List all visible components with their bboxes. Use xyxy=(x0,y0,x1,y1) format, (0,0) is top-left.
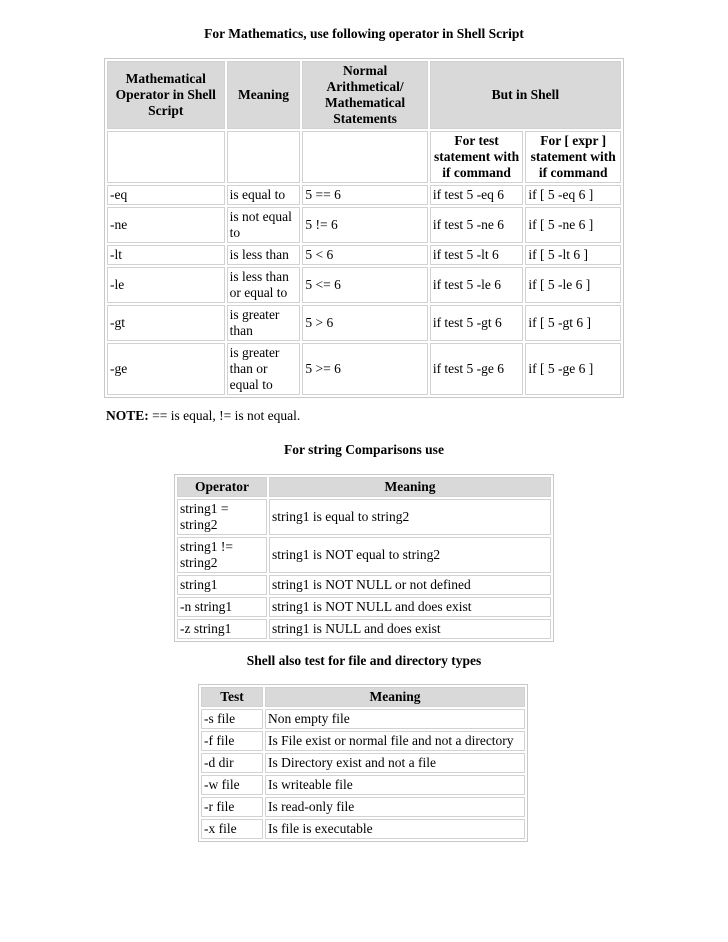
expr-statement-cell: if [ 5 -ne 6 ] xyxy=(525,207,621,243)
expr-statement-cell: if [ 5 -ge 6 ] xyxy=(525,343,621,395)
expr-statement-cell: if [ 5 -le 6 ] xyxy=(525,267,621,303)
expr-statement-cell: if [ 5 -eq 6 ] xyxy=(525,185,621,205)
normal-statement-cell: 5 == 6 xyxy=(302,185,427,205)
file-meaning-cell: Is writeable file xyxy=(265,775,525,795)
test-statement-cell: if test 5 -eq 6 xyxy=(430,185,524,205)
table-row xyxy=(177,575,551,595)
file-test-table xyxy=(198,684,528,842)
note-label: NOTE: xyxy=(106,408,149,423)
math-section-title: For Mathematics, use following operator in Shell Script xyxy=(204,26,524,41)
table-row xyxy=(201,709,525,729)
string-meaning-cell: string1 is equal to string2 xyxy=(269,499,551,535)
meaning-cell: is greater than or equal to xyxy=(227,343,301,395)
meaning-cell: is less than xyxy=(227,245,301,265)
string-meaning-cell: string1 is NOT NULL and does exist xyxy=(269,597,551,617)
string-meaning-cell: string1 is NULL and does exist xyxy=(269,619,551,639)
operator-cell: -eq xyxy=(107,185,225,205)
normal-statement-cell: 5 >= 6 xyxy=(302,343,427,395)
string-meaning-cell: string1 is NOT NULL or not defined xyxy=(269,575,551,595)
header-normal: Normal Arithmetical/ Mathematical Statements xyxy=(302,61,427,129)
operator-cell: -gt xyxy=(107,305,225,341)
meaning-cell: is greater than xyxy=(227,305,301,341)
table-row xyxy=(201,753,525,773)
string-operator-cell: string1 xyxy=(177,575,267,595)
header-meaning: Meaning xyxy=(227,61,301,129)
header-file-meaning: Meaning xyxy=(265,687,525,707)
file-test-cell: -w file xyxy=(201,775,263,795)
file-test-cell: -f file xyxy=(201,731,263,751)
string-section-title: For string Comparisons use xyxy=(284,442,444,457)
file-meaning-cell: Is Directory exist and not a file xyxy=(265,753,525,773)
operator-cell: -ne xyxy=(107,207,225,243)
string-header-row xyxy=(177,477,551,497)
table-row xyxy=(107,305,621,341)
normal-statement-cell: 5 < 6 xyxy=(302,245,427,265)
subheader-empty-2 xyxy=(227,131,301,183)
table-row xyxy=(107,267,621,303)
file-meaning-cell: Is file is executable xyxy=(265,819,525,839)
header-but-in-shell: But in Shell xyxy=(430,61,621,129)
string-meaning-cell: string1 is NOT equal to string2 xyxy=(269,537,551,573)
expr-statement-cell: if [ 5 -gt 6 ] xyxy=(525,305,621,341)
string-operator-cell: -z string1 xyxy=(177,619,267,639)
header-string-operator: Operator xyxy=(177,477,267,497)
subheader-empty-3 xyxy=(302,131,427,183)
table-row xyxy=(177,597,551,617)
subheader-expr: For [ expr ] statement with if command xyxy=(525,131,621,183)
file-section-title: Shell also test for file and directory types xyxy=(246,653,482,668)
file-test-cell: -x file xyxy=(201,819,263,839)
file-header-row xyxy=(201,687,525,707)
table-row xyxy=(107,245,621,265)
test-statement-cell: if test 5 -ne 6 xyxy=(430,207,524,243)
note-text: == is equal, != is not equal. xyxy=(148,408,301,423)
normal-statement-cell: 5 > 6 xyxy=(302,305,427,341)
table-row xyxy=(107,207,621,243)
table-row xyxy=(201,819,525,839)
operator-cell: -le xyxy=(107,267,225,303)
file-test-cell: -r file xyxy=(201,797,263,817)
math-header-row xyxy=(107,61,621,129)
table-row xyxy=(107,343,621,395)
note xyxy=(106,408,300,424)
normal-statement-cell: 5 != 6 xyxy=(302,207,427,243)
test-statement-cell: if test 5 -ge 6 xyxy=(430,343,524,395)
test-statement-cell: if test 5 -le 6 xyxy=(430,267,524,303)
meaning-cell: is not equal to xyxy=(227,207,301,243)
table-row xyxy=(201,797,525,817)
string-operator-cell: string1 != string2 xyxy=(177,537,267,573)
meaning-cell: is equal to xyxy=(227,185,301,205)
header-file-test: Test xyxy=(201,687,263,707)
test-statement-cell: if test 5 -gt 6 xyxy=(430,305,524,341)
string-operator-cell: -n string1 xyxy=(177,597,267,617)
header-string-meaning: Meaning xyxy=(269,477,551,497)
test-statement-cell: if test 5 -lt 6 xyxy=(430,245,524,265)
header-operator: Mathematical Operator in Shell Script xyxy=(107,61,225,129)
table-row xyxy=(201,775,525,795)
file-test-cell: -s file xyxy=(201,709,263,729)
table-row xyxy=(177,537,551,573)
expr-statement-cell: if [ 5 -lt 6 ] xyxy=(525,245,621,265)
math-subheader-row xyxy=(107,131,621,183)
operator-cell: -lt xyxy=(107,245,225,265)
table-row xyxy=(201,731,525,751)
subheader-empty-1 xyxy=(107,131,225,183)
file-meaning-cell: Is read-only file xyxy=(265,797,525,817)
table-row xyxy=(107,185,621,205)
math-operators-table xyxy=(104,58,624,398)
table-row xyxy=(177,619,551,639)
string-comparison-table xyxy=(174,474,554,642)
normal-statement-cell: 5 <= 6 xyxy=(302,267,427,303)
operator-cell: -ge xyxy=(107,343,225,395)
meaning-cell: is less than or equal to xyxy=(227,267,301,303)
table-row xyxy=(177,499,551,535)
subheader-test: For test statement with if command xyxy=(430,131,524,183)
string-operator-cell: string1 = string2 xyxy=(177,499,267,535)
file-meaning-cell: Non empty file xyxy=(265,709,525,729)
file-meaning-cell: Is File exist or normal file and not a directory xyxy=(265,731,525,751)
file-test-cell: -d dir xyxy=(201,753,263,773)
